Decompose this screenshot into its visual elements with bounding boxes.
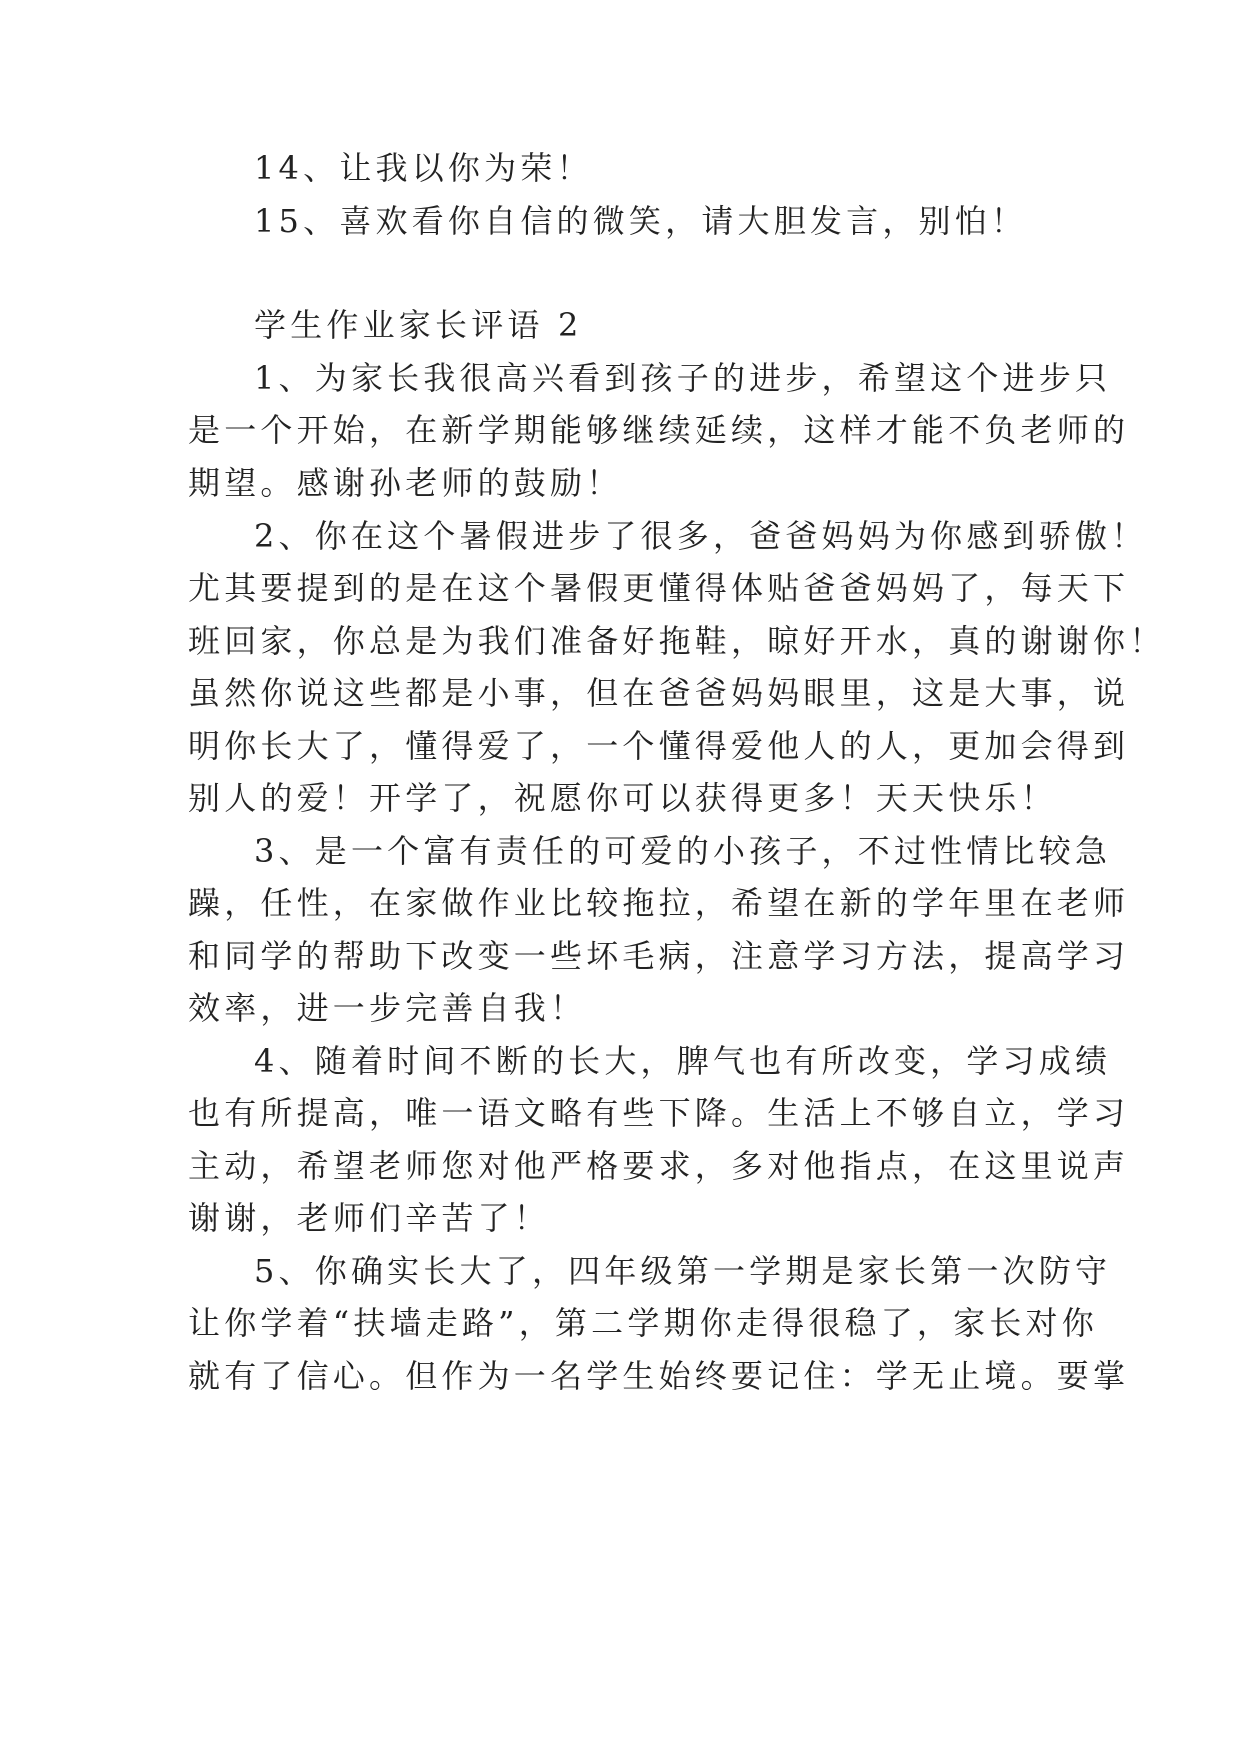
paragraph-line: 就有了信心。但作为一名学生始终要记住：学无止境。要掌 <box>188 1357 1130 1395</box>
paragraph-line: 效率，进一步完善自我！ <box>188 989 587 1027</box>
paragraph-line: 也有所提高，唯一语文略有些下降。生活上不够自立，学习 <box>188 1094 1130 1132</box>
paragraph-line: 谢谢，老师们辛苦了！ <box>188 1199 551 1237</box>
paragraph-line: 5、你确实长大了，四年级第一学期是家长第一次防守 <box>254 1252 1112 1290</box>
paragraph-line: 和同学的帮助下改变一些坏毛病，注意学习方法，提高学习 <box>188 937 1130 975</box>
paragraph-line: 是一个开始，在新学期能够继续延续，这样才能不负老师的 <box>188 411 1130 449</box>
paragraph-line: 3、是一个富有责任的可爱的小孩子，不过性情比较急 <box>254 832 1112 870</box>
paragraph-line: 2、你在这个暑假进步了很多，爸爸妈妈为你感到骄傲！ <box>254 517 1148 555</box>
list-item: 14、让我以你为荣！ <box>254 149 593 187</box>
paragraph-line: 期望。感谢孙老师的鼓励！ <box>188 464 623 502</box>
paragraph-line: 1、为家长我很高兴看到孩子的进步，希望这个进步只 <box>254 359 1112 397</box>
paragraph-line: 明你长大了，懂得爱了，一个懂得爱他人的人，更加会得到 <box>188 727 1130 765</box>
list-item: 15、喜欢看你自信的微笑，请大胆发言，别怕！ <box>254 202 1028 240</box>
paragraph-line: 躁，任性，在家做作业比较拖拉，希望在新的学年里在老师 <box>188 884 1130 922</box>
section-heading: 学生作业家长评语 2 <box>254 306 583 344</box>
paragraph-line: 虽然你说这些都是小事，但在爸爸妈妈眼里，这是大事，说 <box>188 674 1130 712</box>
paragraph-line: 班回家，你总是为我们准备好拖鞋，晾好开水，真的谢谢你！ <box>188 622 1166 660</box>
paragraph-line: 主动，希望老师您对他严格要求，多对他指点，在这里说声 <box>188 1147 1130 1185</box>
paragraph-line: 让你学着“扶墙走路”，第二学期你走得很稳了，家长对你 <box>188 1304 1098 1342</box>
paragraph-line: 尤其要提到的是在这个暑假更懂得体贴爸爸妈妈了，每天下 <box>188 569 1130 607</box>
paragraph-line: 别人的爱！开学了，祝愿你可以获得更多！天天快乐！ <box>188 779 1057 817</box>
paragraph-line: 4、随着时间不断的长大，脾气也有所改变，学习成绩 <box>254 1042 1112 1080</box>
